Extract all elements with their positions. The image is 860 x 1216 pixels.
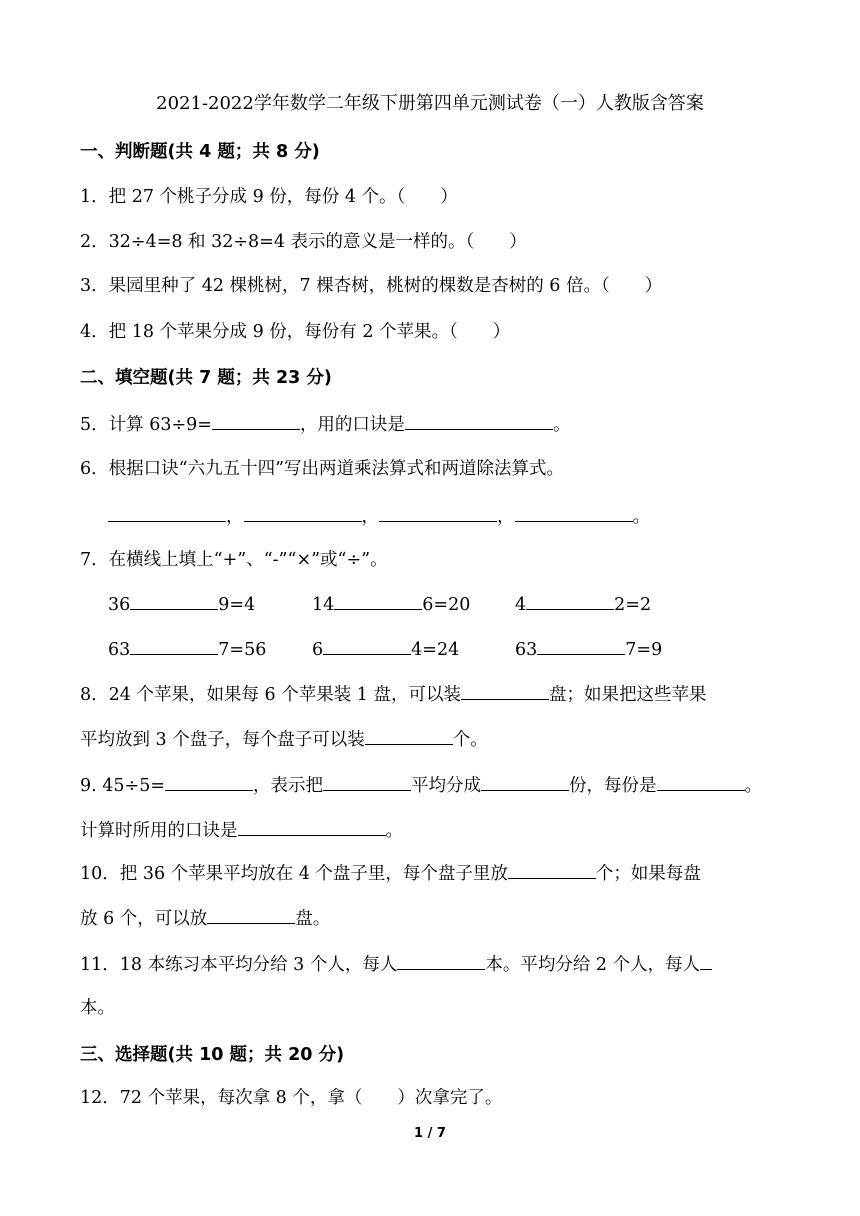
question-9-line-2: 计算时所用的口诀是 。 [80,817,780,843]
answer-blank[interactable] [165,772,253,791]
answer-blank[interactable] [526,591,614,610]
separator: ， [226,507,244,527]
question-3: 3．果园里种了 42 棵桃树，7 棵杏树，桃树的棵数是杏树的 6 倍。（ ） [80,276,663,296]
answer-blank[interactable] [130,591,218,610]
document-title: 2021-2022学年数学二年级下册第四单元测试卷（一）人教版含答案 [156,93,704,114]
question-10-line-2: 放 6 个，可以放 盘。 [80,905,780,931]
end-mark: 。 [632,507,650,527]
answer-blank[interactable] [365,726,453,745]
question-12: 12．72 个苹果，每次拿 8 个，拿（ ）次拿完了。 [80,1088,503,1108]
separator: ， [361,507,379,527]
answer-blank[interactable] [108,503,226,522]
question-6-blanks [108,503,780,529]
equation: 6 4=24 [312,636,459,662]
section-heading-judgement: 一、判断题(共 4 题；共 8 分) [80,142,320,162]
question-11-line-1: 11．18 本练习本平均分给 3 个人，每人 本。平均分给 2 个人，每人 [80,951,780,977]
question-1: 1．把 27 个桃子分成 9 份，每份 4 个。（ ） [80,187,458,207]
answer-blank[interactable] [323,772,411,791]
separator: ， [497,507,515,527]
page-indicator: 1 / 7 [414,1126,446,1141]
answer-blank[interactable] [207,905,295,924]
question-9-line-1: 9. 45÷5= ，表示把 平均分成 份，每份是 。 [80,772,780,798]
question-7: 7．在横线上填上“+”、“-”“×”或“÷”。 [80,550,388,570]
answer-blank[interactable] [515,503,633,522]
answer-blank[interactable] [657,772,745,791]
question-5-text-c: 。 [552,415,571,435]
section-heading-fill-blank: 二、填空题(共 7 题；共 23 分) [80,368,332,388]
answer-blank[interactable] [537,636,625,655]
question-2: 2．32÷4=8 和 32÷8=4 表示的意义是一样的。（ ） [80,232,527,252]
equation: 63 7=56 [108,636,266,662]
question-8-line-2: 平均放到 3 个盘子，每个盘子可以装 个。 [80,726,780,752]
question-4: 4．把 18 个苹果分成 9 份，每份有 2 个苹果。（ ） [80,322,511,342]
answer-blank[interactable] [130,636,218,655]
equation: 4 2=2 [515,591,651,617]
answer-blank[interactable] [461,681,549,700]
answer-blank[interactable] [212,411,300,430]
answer-blank[interactable] [323,636,411,655]
equation: 14 6=20 [312,591,470,617]
equation: 63 7=9 [515,636,662,662]
answer-blank[interactable] [334,591,422,610]
question-5 [80,411,780,437]
answer-blank[interactable] [405,411,553,430]
answer-blank[interactable] [397,951,485,970]
answer-blank[interactable] [700,951,712,970]
question-5-text-b: ，用的口诀是 [299,415,405,435]
question-6: 6．根据口诀“六九五十四”写出两道乘法算式和两道除法算式。 [80,459,565,479]
question-10-line-1: 10．把 36 个苹果平均放在 4 个盘子里，每个盘子里放 个；如果每盘 [80,860,780,886]
answer-blank[interactable] [379,503,497,522]
answer-blank[interactable] [481,772,569,791]
answer-blank[interactable] [508,860,596,879]
question-8-line-1: 8．24 个苹果，如果每 6 个苹果装 1 盘，可以装 盘；如果把这些苹果 [80,681,780,707]
question-5-text-a: 5．计算 63÷9= [80,415,212,435]
question-11-line-2: 本。 [80,998,115,1018]
answer-blank[interactable] [238,817,386,836]
equation: 36 9=4 [108,591,255,617]
answer-blank[interactable] [244,503,362,522]
section-heading-choice: 三、选择题(共 10 题；共 20 分) [80,1045,345,1065]
